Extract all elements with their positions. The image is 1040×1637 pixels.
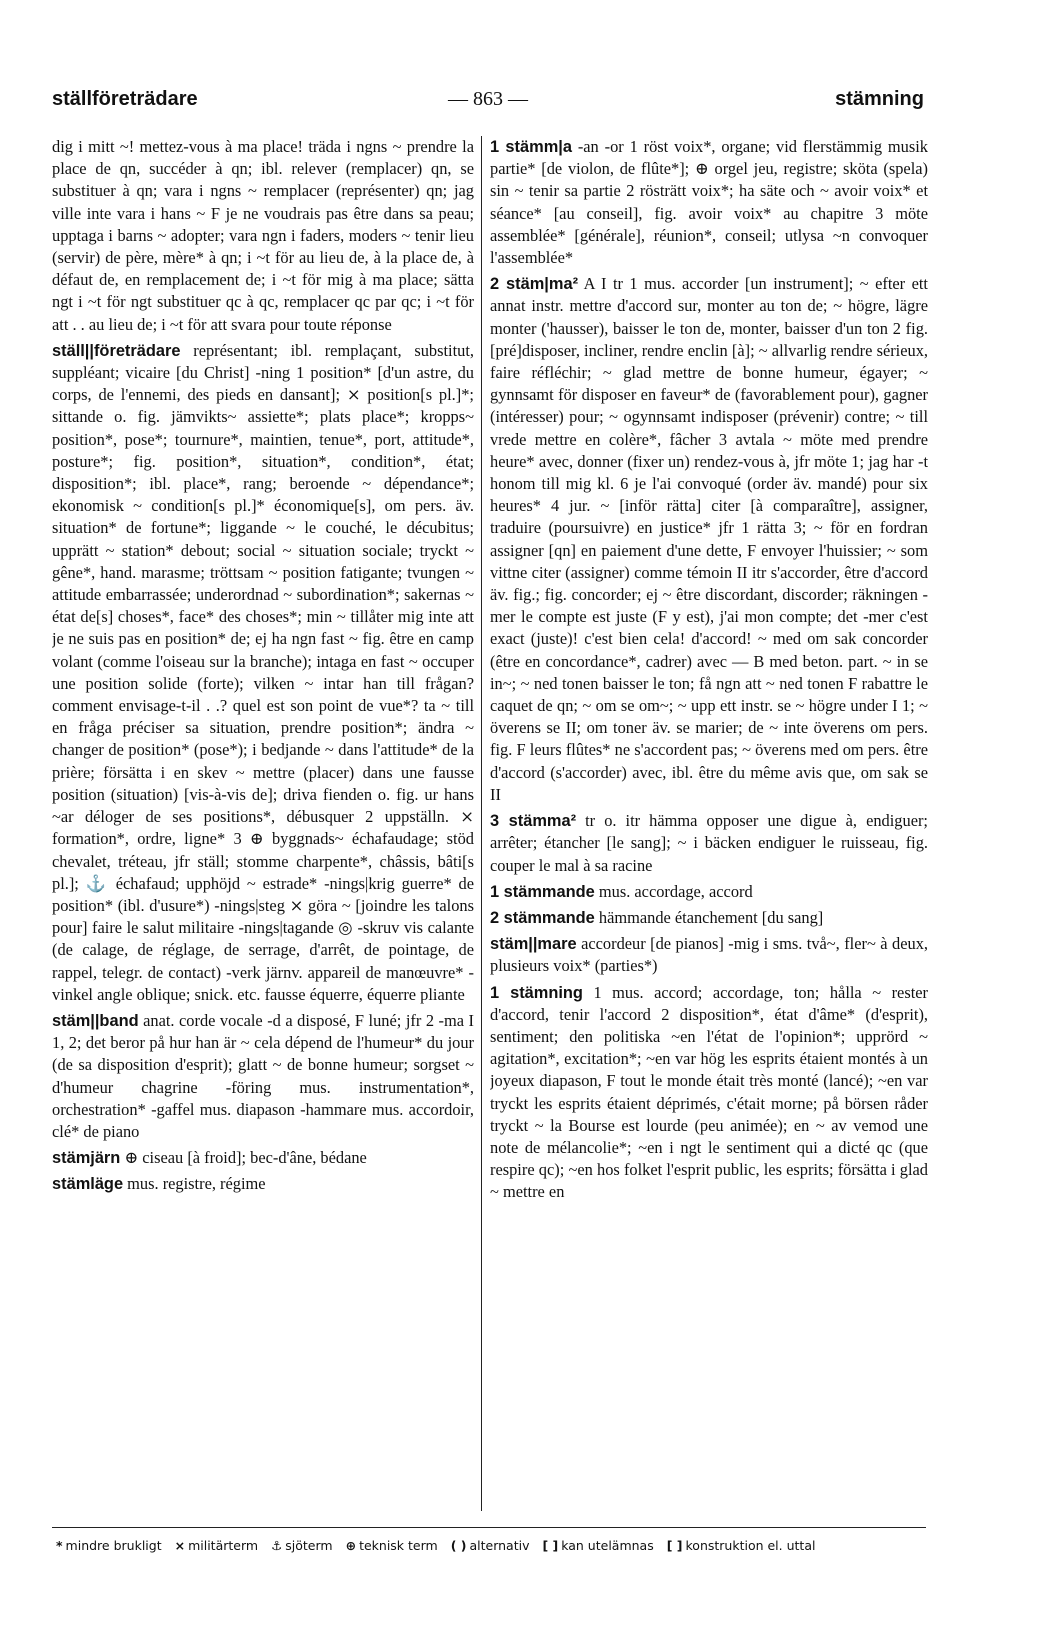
footer-rule	[52, 1527, 926, 1528]
entry-text: -an -or 1 röst voix*, organe; vid flerstämmig musik partie* [de violon, de flûte*]; ⊕ orgel jeu, registre; sköta (spela) sin ~ tenir sa partie 2 rösträtt voix*; ha säte och ~ avoir voix* et séance* [au conseil], fig. avoir voix* au chapitre 3 möte assemblée* [générale], réunion*, conseil; utlysa ~n convoquer l'assemblée*	[490, 137, 928, 268]
entry-text: dig i mitt ~! mettez-vous à ma place! träda i ngns ~ prendre la place de qn, succéder à qn; ibl. relever (remplacer) qn, se substituer à qn; vara i ngns ~ remplacer (représenter) qn; jag ville inte vara i hans ~ F je ne voudrais pas être dans sa peau; upptaga i barns ~ adopter; vara ngn i faders, moders ~ tenir lieu (servir) de père, mère* à qn; i ~t för au lieu de, à la place de, à défaut de, en remplacement de; i ~t för mig à ma place; sätta ngt i ~t för ngt substituer qc à qc, remplacer qc par qc; i ~t för att . . au lieu de; i ~t för att svara pour toute réponse	[52, 137, 474, 334]
brackets-icon: [ ]	[542, 1538, 559, 1553]
entry-headword: 1 stämmande	[490, 882, 595, 901]
entry-headword: 3 stämma²	[490, 812, 577, 831]
crossed-swords-icon: ⨯	[174, 1538, 186, 1553]
legend-label: sjöterm	[285, 1538, 333, 1553]
dictionary-entry	[490, 907, 928, 929]
page-number: — 863 —	[448, 88, 528, 110]
entry-text: accordeur [de pianos] -mig i sms. två~, fler~ à deux, plusieurs voix* (parties*)	[490, 934, 928, 976]
entry-headword: 2 stäm|ma²	[490, 275, 579, 294]
entry-text: anat. corde vocale -d a disposé, F luné; jfr 2 -ma I 1, 2; det beror på hur han är ~ cela dépend de l'humeur* du jour (de sa disposition d'esprit); glatt ~ de bonne humeur; sorgset ~ d'humeur chagrine -föring mus. instrumentation*, orchestration* -gaffel mus. diapason -hammare mus. accordoir, clé* de piano	[52, 1010, 474, 1141]
entry-headword: stäm||mare	[490, 935, 577, 954]
legend-label: mindre brukligt	[65, 1538, 162, 1553]
entry-headword: 1 stämm|a	[490, 138, 572, 156]
entry-continuation	[52, 136, 474, 336]
running-head	[52, 88, 924, 118]
entry-text: représentant; ibl. remplaçant, substitut, suppléant; vicaire [du Christ] -ning 1 position* [d'un astre, du corps, de l'ennemi, des pieds en dansant]; ⨯ position[s pl.]*; sittande o. fig. jämvikts~ assiette*; plats place*; kropps~ position*, pose*; tournure*, maintien, tenue*, port, attitude*, posture*; fig. position*, situation*, condition*, état; disposition*; ibl. place*, rang; beroende ~ dépendance*; ekonomisk ~ condition[s pl.]* économique[s], om pers. äv. situation* de fortune*; liggande ~ le couché, le décubitus; upprätt ~ station* debout; social ~ situation sociale; tryckt ~ gêne*, hand. marasme; tröttsam ~ position fatigante; tvungen ~ attitude embarrassée; underordnad ~ subordination*; sakernas ~ état de[s] choses*, face* des choses*; min ~ tillåter mig inte att je ne suis pas en position* de; ej ha ngn fast ~ fig. être en camp volant (comme l'oiseau sur la branche); intaga en fast ~ occuper une position solide (forte); vilken ~ intar han till frågan? comment envisage-t-il . .? quel est son point de vue*? ta ~ till en fråga préciser sa situation, prendre position*; ändra ~ changer de position* (pose*); i bedjande ~ dans l'attitude* de la prière; försätta i en skev ~ mettre (placer) dans une fausse position (situation) [vis-à-vis de]; driva fienden o. fig. ur hans ~ar déloger de ses positions*, débusquer 2 uppställn. ⨯ formation*, ordre, ligne* 3 ⊕ byggnads~ échafaudage; stöd chevalet, tréteau, jfr ställ; stomme charpente*, châssis, bâti[s pl.]; ⚓ échafaud; upphöjd ~ estrade* -nings|krig guerre* de position* (ibl. d'usure*) -nings|steg ⨯ göra ~ [joindre les talons pour] faire le salut militaire -nings|tagande ◎ -skruv vis calante (de calage, de réglage, de serrage, d'arrêt, de pointage, de rappel, telegr. de contact) -verk järnv. appareil de manœuvre* -vinkel angle oblique; snick. etc. fausse équerre, équerre pliante	[52, 340, 474, 1004]
legend-item	[542, 1538, 653, 1553]
dictionary-entry	[52, 1147, 474, 1169]
legend-label: teknisk term	[359, 1538, 438, 1553]
dictionary-entry	[52, 1173, 474, 1195]
dictionary-entry	[490, 982, 928, 1204]
dictionary-entry	[490, 881, 928, 903]
legend-label: konstruktion el. uttal	[685, 1538, 816, 1553]
left-column	[52, 136, 474, 1511]
column-divider	[481, 136, 482, 1511]
symbol-legend	[56, 1538, 930, 1553]
dictionary-entry	[490, 273, 928, 806]
entry-text: mus. accordage, accord	[598, 881, 753, 901]
asterisk-icon: *	[56, 1538, 63, 1553]
legend-item	[346, 1538, 438, 1553]
entry-text: 1 mus. accord; accordage, ton; hålla ~ rester d'accord, tenir l'accord 2 disposition*, état d'âme* (d'esprit), sentiment; den politiska ~en l'état de l'opinion*; upprörd ~ agitation*, excitation*; ~en var hög les esprits étaient montés à un joyeux diapason, F tout le monde était très monté (lancé); ~en var tryckt les esprits étaient déprimés, c'était morne; på börsen råder tryckt ~ la Bourse est lourde (peu animée); en ~ av vemod une note de mélancolie*; ~en i ngt le sentiment qui a dicté qc (que respire qc); ~en hos folket l'esprit public, les esprits; försätta i glad ~ mettre en	[490, 982, 928, 1202]
anchor-icon: ⚓	[271, 1538, 283, 1553]
right-column	[490, 136, 928, 1511]
legend-item	[56, 1538, 162, 1553]
legend-label: militärterm	[188, 1538, 259, 1553]
entry-text: tr o. itr hämma opposer une digue à, endiguer; arrêter; étancher [le sang]; ~ i bäcken endiguer le ruisseau, fig. couper le mal à sa racine	[490, 811, 928, 875]
entry-headword: ställ||företrädare	[52, 341, 181, 360]
entry-text: A I tr 1 mus. accorder [un instrument]; ~ efter ett annat instr. mettre d'accord sur, monter au ton de; ~ högre, lägre monter ('hausser), baisser le ton de, monter, baisser d'un ton 2 fig. [pré]disposer, incliner, rendre enclin [à]; ~ allvarlig rendre sérieux, faire réfléchir; ~ glad mettre de bonne humeur, égayer; ~ gynnsamt för disposer en faveur* de (favorablement pour), gagner (intéresser) pour; ~ ogynnsamt indisposer (prévenir) contre; ~ till vrede mettre en colère*, fâcher 3 avtala ~ möte med prendre heure* avec, donner (fixer un) rendez-vous à, jfr möte 1; jag har -t honom till mig kl. 6 je l'ai convoqué (order äv. mandé) pour six heures* 4 jur. ~ [inför rätta] citer [à comparaître], assigner, traduire (poursuivre) en justice* jfr 1 rätta 3; ~ för en fordran assigner [qn] en paiement d'une dette, F envoyer l'huissier; ~ som vittne citer (assigner) comme témoin II itr s'accorder, être d'accord äv. fig.; fig. concorder; ej ~ être discordant, discorder; räkningen -mer le compte est juste (F y est), j'ai mon compte; det -mer c'est exact (juste)! c'est bien cela! d'accord! ~ med om sak concorder (être en concordance*, cadrer) avec — B med beton. part. ~ in se in~; ~ ned tonen baisser le ton; få ngn att ~ ned tonen F rabattre le caquet de qn; ~ om se om~; ~ upp ett instr. se ~ högre under I 1; ~ överens se II; om toner äv. se marier; de ~ inte överens om pers. fig. F leurs flûtes* ne s'accordent pas; ~ överens med om pers. être d'accord (s'accorder) avec, ibl. être du même avis que, om sak se II	[490, 274, 928, 804]
dictionary-entry	[490, 136, 928, 269]
header-left-guide-word: ställföreträdare	[52, 88, 198, 110]
corner-brackets-icon: [ ]	[666, 1538, 683, 1553]
dictionary-entry	[490, 810, 928, 877]
header-right-guide-word: stämning	[835, 88, 924, 110]
legend-item	[451, 1538, 530, 1553]
legend-item	[175, 1538, 258, 1553]
legend-label: alternativ	[469, 1538, 530, 1553]
legend-item	[271, 1538, 333, 1553]
entry-headword: 2 stämmande	[490, 908, 595, 927]
dictionary-entry	[52, 1010, 474, 1143]
entry-text: hämmande étanchement [du sang]	[598, 907, 824, 927]
legend-label: kan utelämnas	[561, 1538, 654, 1553]
legend-item	[667, 1538, 816, 1553]
entry-text: ⊕ ciseau [à froid]; bec-d'âne, bédane	[124, 1148, 367, 1168]
entry-text: mus. registre, régime	[127, 1174, 266, 1194]
entry-headword: stämläge	[52, 1175, 124, 1194]
parentheses-icon: ( )	[450, 1538, 467, 1553]
entry-headword: stäm||band	[52, 1011, 139, 1030]
gear-icon: ⊕	[345, 1538, 357, 1553]
entry-headword: stämjärn	[52, 1149, 121, 1168]
dictionary-entry	[52, 340, 474, 1006]
entry-headword: 1 stämning	[490, 983, 583, 1002]
dictionary-entry	[490, 933, 928, 977]
